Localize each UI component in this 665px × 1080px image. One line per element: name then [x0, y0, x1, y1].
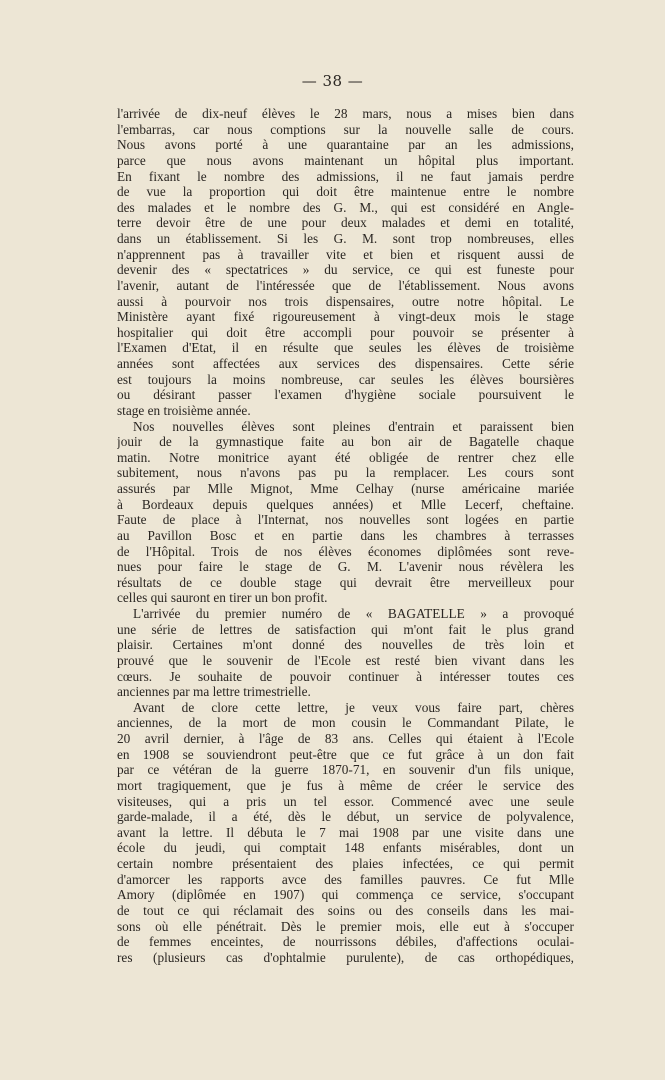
text-line: sons où elle pénétrait. Dès le premier mois, elle eut à s'occuper — [117, 918, 574, 934]
text-line: Nos nouvelles élèves sont pleines d'entrain et paraissent bien — [133, 418, 574, 434]
text-line: résultats de ce double stage qui devrait être merveilleux pour — [117, 574, 574, 590]
text-line: cœurs. Je souhaite de pouvoir continuer à intéresser toutes ces — [117, 668, 574, 684]
text-line: Amory (diplômée en 1907) qui commença ce service, s'occupant — [117, 887, 574, 903]
text-line: par ce vétéran de la guerre 1870-71, en souvenir d'un fils unique, — [117, 762, 574, 778]
text-line: école du jeudi, qui comptait 148 enfants misérables, dont un — [117, 840, 574, 856]
text-line: res (plusieurs cas d'ophtalmie purulente), de cas orthopédiques, — [117, 949, 574, 965]
text-line: l'avenir, autant de l'intéressée que de l'établissement. Nous avons — [117, 277, 574, 293]
body-text — [117, 106, 574, 965]
text-line: visiteuses, qui a pris un tel essor. Commencé avec une seule — [117, 793, 574, 809]
text-line: l'embarras, car nous comptions sur la nouvelle salle de cours. — [117, 121, 574, 137]
text-line: assurés par Mlle Mignot, Mme Celhay (nurse américaine mariée — [117, 481, 574, 496]
text-line: Faute de place à l'Internat, nos nouvelles sont logées en partie — [117, 512, 574, 528]
text-line: l'arrivée de dix-neuf élèves le 28 mars, nous a mises bien dans — [117, 106, 574, 121]
text-line: Avant de clore cette lettre, je veux vous faire part, chères — [133, 699, 574, 715]
text-line: prouvé que le souvenir de l'Ecole est resté bien vivant dans les — [117, 652, 574, 668]
text-line: jouir de la gymnastique faite au bon air de Bagatelle chaque — [117, 434, 574, 450]
text-line: L'arrivée du premier numéro de « BAGATELLE » a provoqué — [133, 606, 574, 621]
text-line: aussi à pourvoir nos trois dispensaires, outre notre hôpital. Le — [117, 293, 574, 309]
text-line: années sont affectées aux services des dispensaires. Cette série — [117, 356, 574, 371]
text-line: des malades et le nombre des G. M., qui est considéré en Angle- — [117, 199, 574, 215]
text-line: celles qui sauront en tirer un bon profit. — [117, 590, 328, 606]
text-line: n'apprennent pas à travailler vite et bien et risquent aussi de — [117, 246, 574, 262]
text-line: l'Examen d'Etat, il en résulte que seules les élèves de troisième — [117, 340, 574, 356]
text-line: d'amorcer les rapports avce des familles pauvres. Ce fut Mlle — [117, 871, 574, 887]
page-number: — 38 — — [301, 72, 364, 90]
text-line: stage en troisième année. — [117, 402, 251, 418]
text-line: devenir des « spectatrices » du service, ce qui est funeste pour — [117, 262, 574, 278]
text-line: hospitalier qui doit être accompli pour pouvoir se présenter à — [117, 324, 574, 340]
text-line: terre devoir être de une pour deux malades et demi en totalité, — [117, 215, 574, 231]
text-line: Ministère ayant fixé rigoureusement à vingt-deux mois le stage — [117, 309, 574, 325]
text-line: de femmes enceintes, de nourrissons débiles, d'affections oculai- — [117, 934, 574, 950]
text-line: garde-malade, il a été, dès le début, un service de polyvalence, — [117, 809, 574, 825]
text-line: de vue la proportion qui doit être maintenue entre le nombre — [117, 184, 574, 200]
text-line: 20 avril dernier, à l'âge de 83 ans. Celles qui étaient à l'Ecole — [117, 731, 574, 746]
text-line: plaisir. Certaines m'ont donné des nouvelles de très loin et — [117, 637, 574, 653]
text-line: anciennes, de la mort de mon cousin le Commandant Pilate, le — [117, 715, 574, 731]
text-line: Nous avons porté à une quarantaine par an les admissions, — [117, 137, 574, 153]
text-line: certain nombre présentaient des plaies infectées, ce qui permit — [117, 856, 574, 871]
text-line: en 1908 se souviendront peut-être que ce fut grâce à un don fait — [117, 746, 574, 762]
text-line: anciennes par ma lettre trimestrielle. — [117, 684, 311, 700]
text-line: une série de lettres de satisfaction qui m'ont fait le plus grand — [117, 621, 574, 637]
text-line: dans un établissement. Si les G. M. sont trop nombreuses, elles — [117, 231, 574, 246]
text-line: En fixant le nombre des admissions, il ne faut jamais perdre — [117, 168, 574, 184]
text-line: de l'Hôpital. Trois de nos élèves économes diplômées sont reve- — [117, 543, 574, 559]
text-line: est toujours la moins nombreuse, car seules les élèves boursières — [117, 371, 574, 387]
text-line: parce que nous avons maintenant un hôpital plus important. — [117, 152, 574, 168]
text-line: matin. Notre monitrice ayant été obligée de rentrer chez elle — [117, 449, 574, 465]
text-line: ou désirant passer l'examen d'hygiène sociale poursuivent le — [117, 387, 574, 403]
text-line: à Bordeaux depuis quelques années) et Mlle Lecerf, cheftaine. — [117, 496, 574, 512]
text-line: au Pavillon Bosc et en partie dans les chambres à terrasses — [117, 527, 574, 543]
text-line: nues pour faire le stage de G. M. L'avenir nous révèlera les — [117, 559, 574, 575]
text-line: de tout ce qui réclamait des soins ou des conseils dans les mai- — [117, 902, 574, 918]
text-line: avant la lettre. Il débuta le 7 mai 1908 par une visite dans une — [117, 824, 574, 840]
text-line: subitement, nous n'avons pas pu la remplacer. Les cours sont — [117, 465, 574, 481]
text-line: mort tragiquement, que je fus à même de créer le service des — [117, 777, 574, 793]
